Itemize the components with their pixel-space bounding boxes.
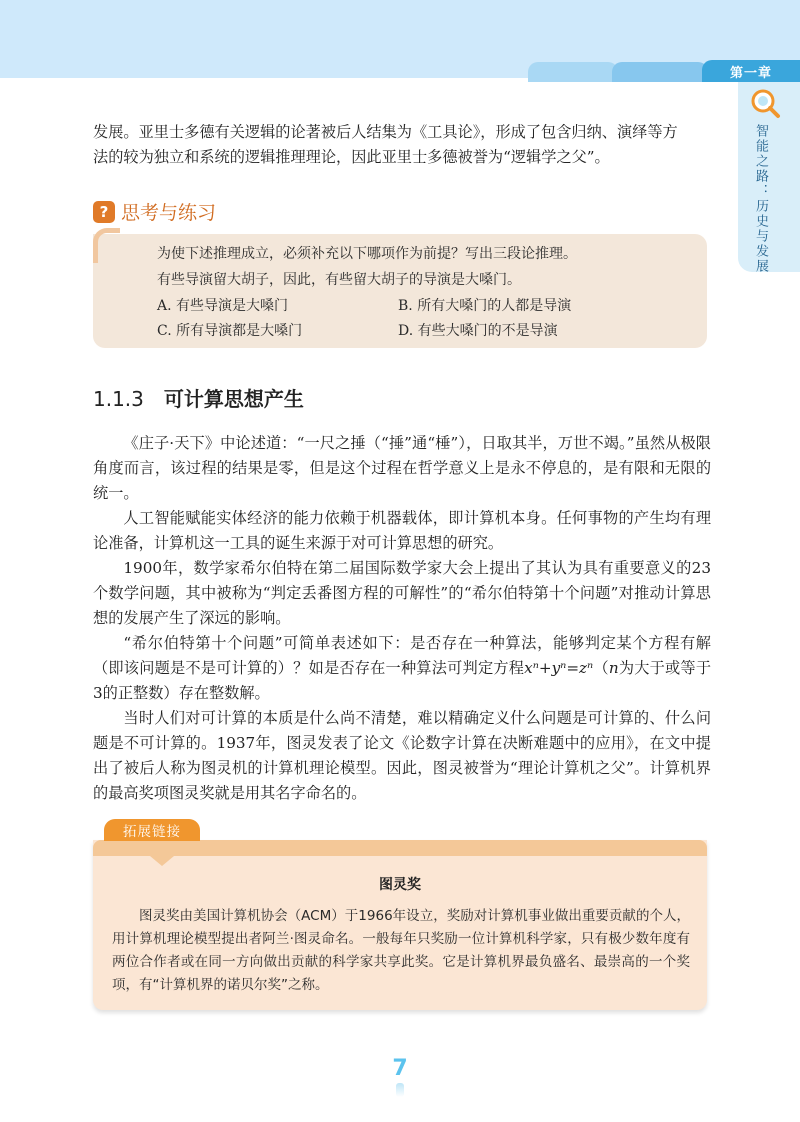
header-tab-decoration (612, 62, 708, 82)
page-number: 7 (392, 1056, 408, 1081)
header-tab-decoration (528, 62, 618, 82)
intro-paragraph (93, 120, 711, 170)
exercise-option: D. 有些大嗓门的不是导演 (398, 323, 558, 339)
magnifier-icon (748, 86, 782, 120)
extension-box-notch (150, 856, 174, 866)
variable-n: n (608, 659, 619, 677)
body-paragraph: 当时人们对可计算的本质是什么尚不清楚，难以精确定义什么问题是可计算的、什么问题是不可计算的。1937年，图灵发表了论文《论数字计算在决断难题中的应用》，在文中提出了被后人称为图灵机的计算机理论模型。因此，图灵被誉为“理论计算机之父”。计算机界的最高奖项图灵奖就是用其名字命名的。 (93, 709, 711, 802)
exercise-heading-text: 思考与练习 (121, 202, 217, 224)
exercise-prompt: 为使下述推理成立，必须补充以下哪项作为前提？写出三段论推理。 (157, 246, 577, 262)
body-paragraph: 人工智能赋能实体经济的能力依赖于机器载体，即计算机本身。任何事物的产生均有理论准备，计算机这一工具的诞生来源于对可计算思想的研究。 (93, 509, 711, 552)
side-chapter-title: 智能之路：历史与发展 (753, 124, 768, 274)
body-text: （ (593, 659, 609, 677)
exercise-heading (93, 198, 216, 225)
exercise-option: B. 所有大嗓门的人都是导演 (398, 298, 572, 314)
body-paragraph: 《庄子·天下》中论述道：“一尺之捶（“捶”通“棰”），日取其半，万世不竭。”虽然从极限角度而言，该过程的结果是零，但是这个过程在哲学意义上是永不停息的，是有限和无限的统一。 (93, 434, 711, 502)
body-text: “希尔伯特第十个问题”可简单表述如下：是否存在一种算法，能够判定某个方程有解（即该问题是不是可计算的）？如是否存在一种算法可判定方程 (93, 634, 711, 677)
section-number: 1.1.3 (93, 387, 144, 411)
chapter-label: 第一章 (702, 60, 800, 82)
extension-title: 图灵奖 (379, 877, 421, 893)
intro-line: 发展。亚里士多德有关逻辑的论著被后人结集为《工具论》，形成了包含归纳、演绎等方 (93, 123, 678, 141)
extension-box-stripe (93, 840, 707, 856)
question-icon: ? (93, 201, 115, 223)
extension-text: 图灵奖由美国计算机协会（ACM）于1966年设立，奖励对计算机事业做出重要贡献的个人，用计算机理论模型提出者阿兰·图灵命名。一般每年只奖励一位计算机科学家，只有极少数年度有两位合作者或在同一方向做出贡献的科学家共享此奖。它是计算机界最负盛名、最崇高的一个奖项，有“计算机界的诺贝尔奖”之称。 (112, 908, 690, 993)
body-paragraph: 1900年，数学家希尔伯特在第二届国际数学家大会上提出了其认为具有重要意义的23个数学问题，其中被称为“判定丢番图方程的可解性”的“希尔伯特第十个问题”对推动计算思想的发展产生了深远的影响。 (93, 559, 711, 627)
equation: xⁿ+yⁿ=zⁿ (524, 659, 594, 677)
section-heading (93, 383, 304, 412)
exercise-option: A. 有些导演是大嗓门 (157, 298, 289, 314)
intro-line: 法的较为独立和系统的逻辑推理理论，因此亚里士多德被誉为“逻辑学之父”。 (93, 148, 610, 166)
exercise-option: C. 所有导演都是大嗓门 (157, 323, 303, 339)
extension-tab: 拓展链接 (104, 819, 200, 841)
body-text: 为大于或等于3的正整数）存在整数解。 (93, 659, 712, 702)
section-title: 可计算思想产生 (163, 387, 304, 411)
exercise-box-corner (93, 228, 120, 263)
page-number-decoration (396, 1083, 404, 1097)
body-paragraph (93, 631, 711, 706)
exercise-statement: 有些导演留大胡子，因此，有些留大胡子的导演是大嗓门。 (157, 272, 521, 288)
